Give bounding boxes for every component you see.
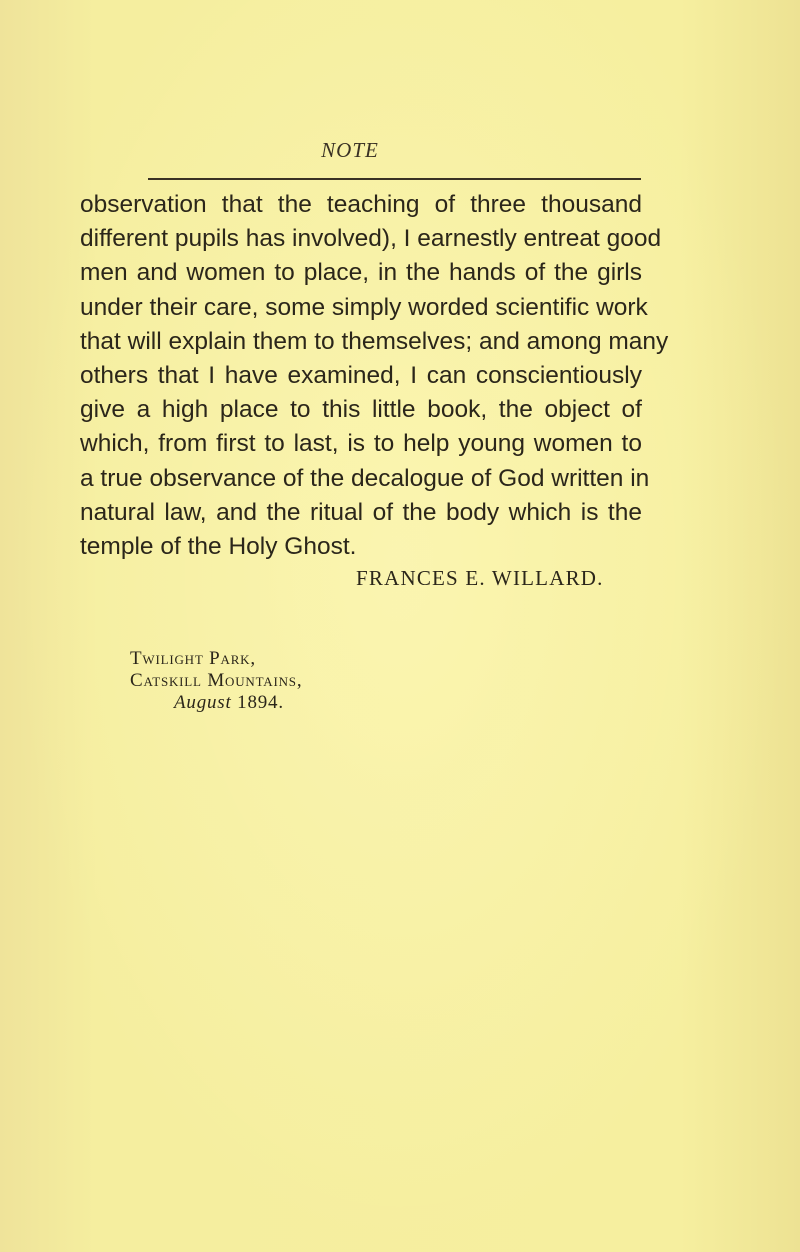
body-line: men and women to place, in the hands of the girls bbox=[80, 259, 642, 287]
body-line: under their care, some simply worded scientific work bbox=[80, 293, 648, 321]
body-line: which, from first to last, is to help young women to bbox=[80, 430, 642, 458]
note-body bbox=[80, 188, 669, 564]
body-line: that will explain them to themselves; and among many bbox=[80, 327, 669, 355]
dateline-place: Twilight Park, bbox=[130, 648, 256, 669]
body-line-last: temple of the Holy Ghost. bbox=[80, 533, 357, 561]
header-rule bbox=[148, 178, 641, 180]
dateline-year: 1894. bbox=[237, 692, 284, 713]
running-head: NOTE bbox=[321, 138, 379, 162]
body-line: a true observance of the decalogue of God written in bbox=[80, 464, 650, 492]
body-line: different pupils has involved), I earnestly entreat good bbox=[80, 225, 662, 253]
body-line: observation that the teaching of three thousand bbox=[80, 191, 642, 218]
author-signature: FRANCES E. WILLARD. bbox=[356, 566, 604, 590]
body-line: give a high place to this little book, the object of bbox=[80, 396, 642, 424]
dateline bbox=[130, 648, 302, 714]
body-line: natural law, and the ritual of the body which is the bbox=[80, 498, 642, 526]
dateline-region: Catskill Mountains, bbox=[130, 670, 303, 691]
dateline-month: August bbox=[174, 692, 232, 713]
body-line: others that I have examined, I can conscientiously bbox=[80, 362, 642, 390]
dateline-date bbox=[130, 692, 302, 714]
